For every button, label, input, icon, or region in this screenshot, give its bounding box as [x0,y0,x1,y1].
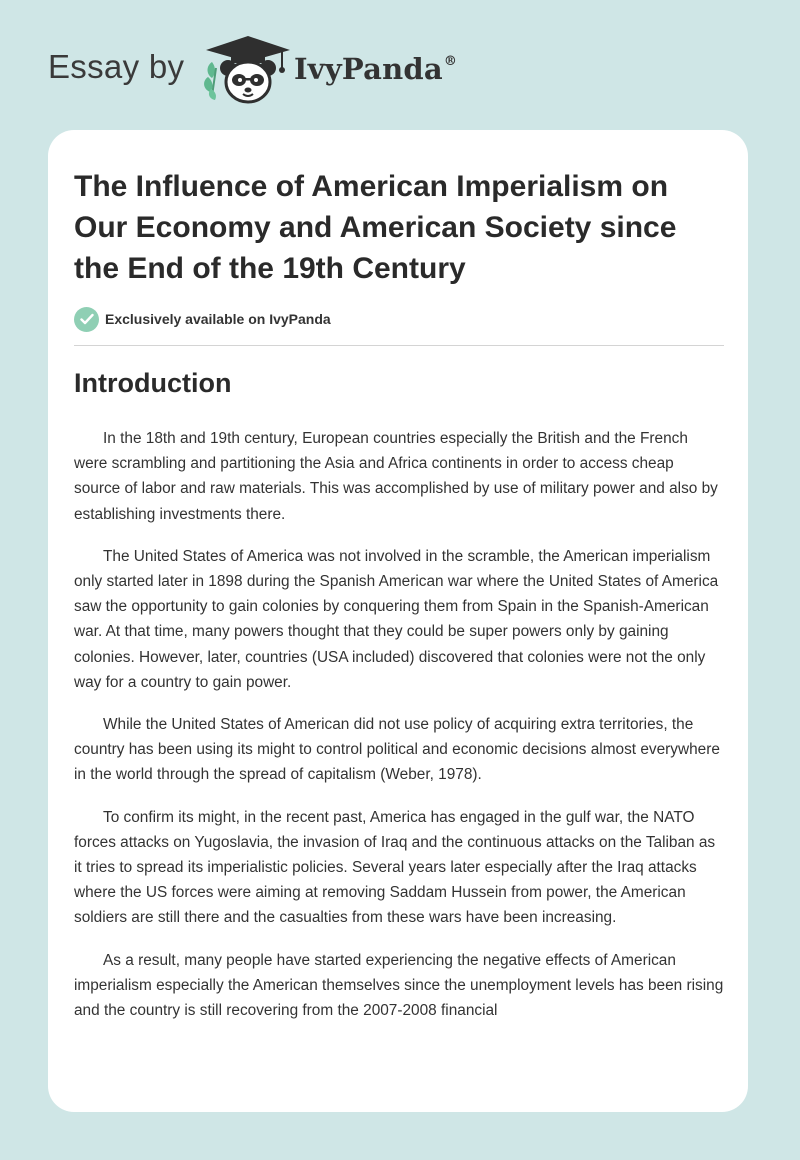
paragraph: In the 18th and 19th century, European countries especially the British and the French were scrambling and partitioning the Asia and Africa continents in order to access cheap source of labor and raw materials. This was accomplished by use of military power and also by establishing investments there. [74,430,718,523]
brand-prefix: Essay by [48,48,185,85]
section-heading: Introduction [74,368,232,398]
essay-title: The Influence of American Imperialism on Our Economy and American Society since the End of the 19th Century [74,170,677,285]
exclusive-badge [74,306,331,332]
essay-card [48,130,748,1112]
panda-graduation-cap-icon [198,34,298,106]
brand-name-text: IvyPanda [294,52,443,86]
divider [74,345,724,346]
paragraph: While the United States of American did not use policy of acquiring extra territories, the country has been using its might to control political and economic decisions almost everywhere in the world through the spread of capitalism (Weber, 1978). [74,716,720,784]
paragraph: As a result, many people have started experiencing the negative effects of American imperialism especially the American themselves since the unemployment levels has been rising and the country is still recovering from the 2007-2008 financial [74,951,724,1020]
essay-body [74,426,724,1040]
paragraph: To confirm its might, in the recent past, America has engaged in the gulf war, the NATO forces attacks on Yugoslavia, the invasion of Iraq and the continuous attacks on the Taliban as it tries to spread its imperialistic policies. Several years later especially after the Iraq attacks where the US forces were aiming at removing Saddam Hussein from power, the American soldiers are still there and the casualties from these wars have been increasing. [74,808,716,927]
brand-name [294,52,457,86]
check-circle-icon [74,307,99,332]
site-logo[interactable] [48,34,508,106]
registered-mark: ® [443,54,458,69]
exclusive-badge-text: Exclusively available on IvyPanda [105,311,331,327]
paragraph: The United States of America was not involved in the scramble, the American imperialism only started later in 1898 during the Spanish American war where the United States of America saw the opportunity to gain colonies by conquering them from Spain in the Spanish-American war. At that time, many powers thought that they could be super powers only by gaining colonies. However, later, countries (USA included) discovered that colonies were not the only way for a country to gain power. [74,547,719,691]
